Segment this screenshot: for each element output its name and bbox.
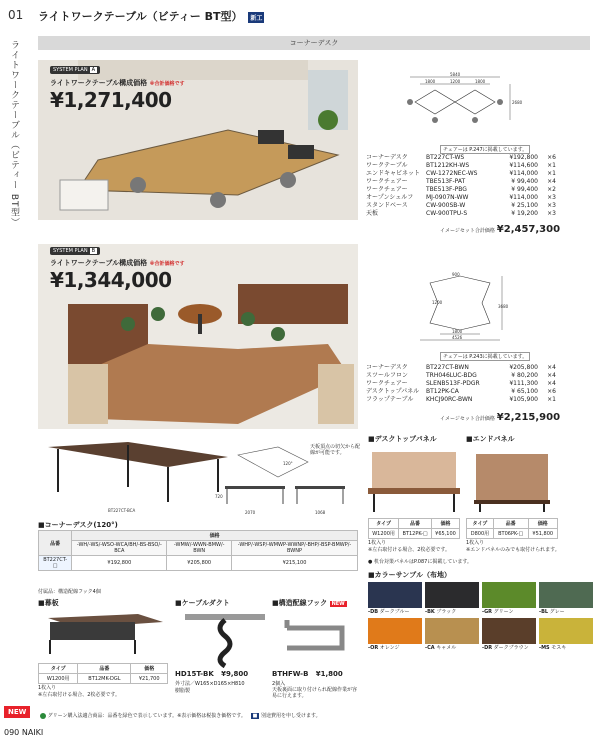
corner-finish-row	[39, 541, 358, 556]
cable-duct-note-2: 樹脂製	[175, 688, 191, 694]
color-sample-heading: ■カラーサンプル（布地）	[368, 571, 451, 579]
plan-a-label: ライトワークテーブル構成価格 ※合計価格です	[50, 79, 185, 87]
plan-b-item-name: フラップテーブル	[366, 396, 414, 403]
color-swatch	[539, 582, 593, 615]
plan-a-dim-4: 2680	[512, 100, 523, 105]
plan-a-item-name: オープンシェルフ	[366, 194, 414, 201]
finish-code: /-BHP	[304, 542, 318, 548]
plan-a-item-name: ワークチェアー	[366, 178, 408, 185]
plan-b-item-row	[366, 372, 556, 380]
finish-code: /-BS	[136, 542, 147, 548]
plan-b-item-code: BT227CT-BWN	[426, 364, 469, 371]
color-swatch	[368, 618, 422, 651]
corner-desk-height: 720	[215, 494, 223, 499]
plan-a-item-qty: ×1	[547, 170, 556, 177]
cable-duct-image	[175, 608, 265, 668]
plan-a-dim-2: 1200	[450, 79, 461, 84]
color-swatch-label: -MS モスキ	[539, 645, 567, 651]
plan-b-item-name: デスクトップパネル	[366, 388, 420, 395]
plan-a-item-code: BT1212KH-WS	[426, 162, 470, 169]
plan-a-item-qty: ×6	[547, 154, 556, 161]
finish-code: -WHP	[237, 542, 252, 548]
color-swatch	[425, 582, 479, 615]
plan-a-tag	[50, 66, 100, 73]
plan-b-chair-note: チェアーは P.243に掲載しています。	[440, 352, 530, 361]
finish-code: /-WS	[87, 542, 99, 548]
plan-b-tag-text: SYSTEM PLAN B	[50, 247, 100, 255]
finish-code: /BH	[127, 542, 137, 548]
plan-b-item-code: KHCJ90RC-BWN	[426, 396, 473, 403]
plan-b-item-code: SLENB513F-PDGR	[426, 380, 480, 387]
end-panel-heading: ■エンドパネル	[466, 435, 515, 443]
plan-b-item-qty: ×1	[547, 396, 556, 403]
finish-code: -WH	[76, 542, 88, 548]
plan-a-item-price: ¥ 25,100	[511, 202, 538, 209]
color-swatch-label: -OR オレンジ	[368, 645, 400, 651]
plan-a-item-qty: ×3	[547, 210, 556, 217]
hook-new-badge: NEW	[331, 601, 345, 607]
desktop-panel-table: タイプ 品番 価格 W1200用 BT12PK-□ ¥65,100	[368, 518, 460, 539]
plan-b-item-qty: ×4	[547, 372, 556, 379]
top-board-table: タイプ 品番 価格 W1200用 BT12MK-DGL ¥21,700	[38, 663, 168, 684]
footer-folio: 090 NAIKI	[4, 728, 44, 737]
plan-b-item-name: コーナーデスク	[366, 364, 408, 371]
corner-desk-angle: 120°	[283, 461, 293, 466]
plan-b-tag	[50, 247, 100, 254]
color-swatch-label: -BK ブラック	[425, 609, 457, 615]
plan-a-item-code: BT227CT-WS	[426, 154, 465, 161]
hook-heading: ■構造配線フック NEW	[272, 599, 345, 607]
plan-a-price: ¥1,271,400	[50, 88, 172, 112]
plan-b-item-row	[366, 380, 556, 388]
plan-b-item-price: ¥ 65,100	[511, 388, 538, 395]
plan-a-layout-diagram	[400, 72, 530, 127]
color-swatch-chip	[482, 618, 536, 644]
plan-b-item-qty: ×4	[547, 364, 556, 371]
corner-desk-image-label: BT227CT-BCA	[108, 508, 136, 513]
plan-b-item-row	[366, 396, 556, 404]
plan-b-item-price: ¥111,300	[509, 380, 538, 387]
hook-code-price: BTHFW-B ¥1,800	[272, 670, 343, 678]
plan-a-item-row	[366, 202, 556, 210]
plan-a-item-price: ¥114,000	[509, 170, 538, 177]
color-swatch	[368, 582, 422, 615]
finish-code: /-BCA	[114, 542, 162, 554]
color-swatch-chip	[539, 618, 593, 644]
plan-a-item-price: ¥ 19,200	[511, 210, 538, 217]
finish-code: -BMW	[206, 542, 221, 548]
plan-a-item-code: CW-1272NEC-WS	[426, 170, 478, 177]
color-swatch-chip	[368, 618, 422, 644]
hook-note-1: 天板裏面に取り付けられ配線作業が容易に行えます。	[272, 687, 358, 699]
plan-a-item-code: CW-900TPU-S	[426, 210, 468, 217]
plan-a-dim-0: 5840	[450, 72, 461, 77]
corner-desk-heading: ■コーナーデスク(120°)	[38, 521, 118, 529]
plan-b-item-row	[366, 388, 556, 396]
plan-a-item-price: ¥114,000	[509, 194, 538, 201]
plan-a-item-qty: ×4	[547, 178, 556, 185]
finish-code: /-BWN	[193, 542, 225, 554]
end-panel-table: タイプ 品番 価格 D800用 BT06PK-□ ¥51,800	[466, 518, 558, 539]
plan-a-item-price: ¥192,800	[509, 154, 538, 161]
green-leaf-icon	[40, 713, 46, 719]
shipping-icon: ■	[252, 713, 258, 719]
plan-a-item-row	[366, 170, 556, 178]
color-swatch-chip	[539, 582, 593, 608]
plan-a-item-row	[366, 186, 556, 194]
color-swatch-chip	[368, 582, 422, 608]
hook-note-0: 2個入	[272, 681, 286, 687]
top-board-note-0: 1枚入り	[38, 685, 57, 691]
top-board-heading: ■幕板	[38, 599, 59, 607]
top-board-note-1: ※左右取付ける場合、2枚必要です。	[38, 692, 120, 698]
page-title-text: ライトワークテーブル（ビティー BT型）	[38, 10, 243, 23]
corner-desk-elevation	[215, 482, 360, 517]
color-swatch-label: -GR グリーン	[482, 609, 514, 615]
corner-desk-price-table	[38, 530, 358, 571]
finish-code: /-WSP	[251, 542, 266, 548]
plan-a-item-name: ワークテーブル	[366, 162, 408, 169]
finish-code: -WWNP	[285, 542, 305, 548]
color-swatch-chip	[425, 582, 479, 608]
plan-a-item-name: エンドキャビネット	[366, 170, 421, 177]
corner-desk-depth: 1068	[315, 510, 326, 515]
finish-code: /-WWN	[189, 542, 207, 548]
plan-a-item-qty: ×3	[547, 194, 556, 201]
color-swatch	[425, 618, 479, 651]
plan-a-dim-3: 1800	[475, 79, 486, 84]
corner-desk-footnote: 付属品：構造配線フック4個	[38, 589, 101, 595]
plan-a-spec-list	[366, 154, 556, 218]
color-swatch	[539, 618, 593, 651]
plan-a-dim-1: 1800	[425, 79, 436, 84]
finish-code: /-WSO	[98, 542, 115, 548]
cable-duct-heading: ■ケーブルダクト	[175, 599, 230, 607]
section-header: コーナーデスク	[38, 36, 590, 50]
color-swatch	[482, 582, 536, 615]
plan-a-item-row	[366, 178, 556, 186]
end-panel-note-1: ※エンドパネルのみでも取付けられます。	[466, 547, 560, 553]
finish-code: -WCA	[114, 542, 128, 548]
plan-b-dim-3: 4526	[452, 335, 463, 340]
plan-b-total: イメージセット合計価格 ¥2,215,900	[440, 412, 561, 423]
cable-duct-code-price: HD15T-BK ¥9,800	[175, 670, 249, 678]
corner-price-0: ¥192,800	[72, 556, 167, 571]
finish-code: /-BWNP	[287, 542, 352, 554]
plan-a-item-row	[366, 210, 556, 218]
plan-a-item-code: MJ-0907N-WW	[426, 194, 469, 201]
corner-desk-width: 2070	[245, 510, 256, 515]
plan-b-item-price: ¥ 80,200	[511, 372, 538, 379]
new-product-badge: 新工	[248, 12, 264, 23]
plan-b-dim-4: 3680	[498, 304, 509, 309]
plan-b-dim-1: 1200	[432, 300, 443, 305]
plan-b-item-price: ¥105,900	[509, 396, 538, 403]
plan-a-chair-note: チェアーは P.247に掲載しています。	[440, 145, 530, 154]
desktop-panel-image	[368, 446, 460, 514]
plan-b-label: ライトワークテーブル構成価格 ※合計価格です	[50, 259, 185, 267]
hook-image	[272, 608, 362, 664]
plan-b-price: ¥1,344,000	[50, 268, 172, 292]
plan-a-item-row	[366, 162, 556, 170]
corner-finish-group	[167, 541, 232, 556]
plan-b-item-name: ワークチェアー	[366, 380, 408, 387]
plan-a-item-qty: ×3	[547, 202, 556, 209]
plan-b-item-qty: ×4	[547, 380, 556, 387]
plan-b-item-row	[366, 364, 556, 372]
plan-a-item-qty: ×1	[547, 162, 556, 169]
color-swatch-chip	[425, 618, 479, 644]
plan-a-item-name: 天板	[366, 210, 379, 217]
desktop-panel-heading: ■デスクトップパネル	[368, 435, 437, 443]
finish-code: -WMW	[173, 542, 190, 548]
corner-finish-group	[232, 541, 358, 556]
plan-b-item-qty: ×6	[547, 388, 556, 395]
footer-green-note: グリーン購入法適合商品：品番を緑色で表示しています。※表示価格は税抜き価格です。 ■ 別途費用を申し受けます。	[40, 712, 321, 719]
plan-b-layout-diagram	[410, 268, 510, 343]
color-swatch-chip	[482, 582, 536, 608]
desktop-panel-note-1: ※左右取付ける場合、2枚必要です。	[368, 547, 450, 553]
plan-a-item-row	[366, 154, 556, 162]
corner-col-code: 品番	[39, 531, 72, 556]
color-swatch	[482, 618, 536, 651]
cable-duct-note-1: 外寸法／W165×D165×H810	[175, 681, 245, 687]
plan-a-item-name: スタンドベース	[366, 202, 408, 209]
plan-a-item-code: TBE513F-PBG	[426, 186, 467, 193]
plan-a-item-price: ¥ 99,400	[511, 178, 538, 185]
plan-a-item-code: CW-900SB-W	[426, 202, 466, 209]
end-panel-image	[466, 446, 558, 514]
top-board-image	[38, 608, 168, 656]
corner-finish-group	[72, 541, 167, 556]
plan-a-item-qty: ×2	[547, 186, 556, 193]
plan-a-item-row	[366, 194, 556, 202]
color-swatch-label: -DB ダークブルー	[368, 609, 410, 615]
plan-a-item-name: ワークチェアー	[366, 186, 408, 193]
plan-a-item-code: TBE513F-PAT	[426, 178, 466, 185]
fabric-panel-note: ● 机台対策パネルはP.087に掲載しています。	[368, 559, 472, 565]
finish-code: /-BSP	[317, 542, 331, 548]
plan-a-item-price: ¥ 99,400	[511, 186, 538, 193]
color-swatch-grid	[368, 582, 596, 651]
footer-new-badge: NEW	[4, 708, 30, 716]
plan-b-item-price: ¥205,800	[509, 364, 538, 371]
corner-desk-note: 天板頂点の切欠から配線が可能です。	[310, 444, 361, 456]
plan-a-item-name: コーナーデスク	[366, 154, 408, 161]
plan-a-total: イメージセット合計価格 ¥2,457,300	[440, 224, 561, 235]
sidebar-category: ライトワークテーブル（ビティー BT型）	[9, 40, 19, 228]
finish-code: -BSO	[146, 542, 159, 548]
plan-b-dim-2: 1800	[452, 329, 463, 334]
corner-row-code: BT227CT-□	[39, 556, 72, 571]
plan-b-item-code: BT12PK-CA	[426, 388, 459, 395]
end-panel-note-0: 1枚入り	[466, 540, 485, 546]
plan-a-item-price: ¥114,600	[509, 162, 538, 169]
plan-b-item-code: TRH046LUC-BDG	[426, 372, 477, 379]
corner-price-1: ¥205,800	[167, 556, 232, 571]
color-swatch-label: -DR ダークブラウン	[482, 645, 529, 651]
color-swatch-label: -CA キャメル	[425, 645, 457, 651]
plan-a-tag-text: SYSTEM PLAN A	[50, 66, 100, 74]
corner-col-price: 価格	[72, 531, 358, 541]
plan-b-spec-list	[366, 364, 556, 404]
plan-b-dim-0: 900	[452, 272, 460, 277]
color-swatch-label: -BL グレー	[539, 609, 565, 615]
corner-price-2: ¥215,100	[232, 556, 358, 571]
finish-code: /-WMWP	[265, 542, 286, 548]
desktop-panel-note-0: 1枚入り	[368, 540, 387, 546]
page-title	[38, 8, 264, 24]
plan-b-item-name: スツールフロン	[366, 372, 408, 379]
finish-code: -BMWP	[330, 542, 348, 548]
section-number: 01	[8, 8, 24, 22]
